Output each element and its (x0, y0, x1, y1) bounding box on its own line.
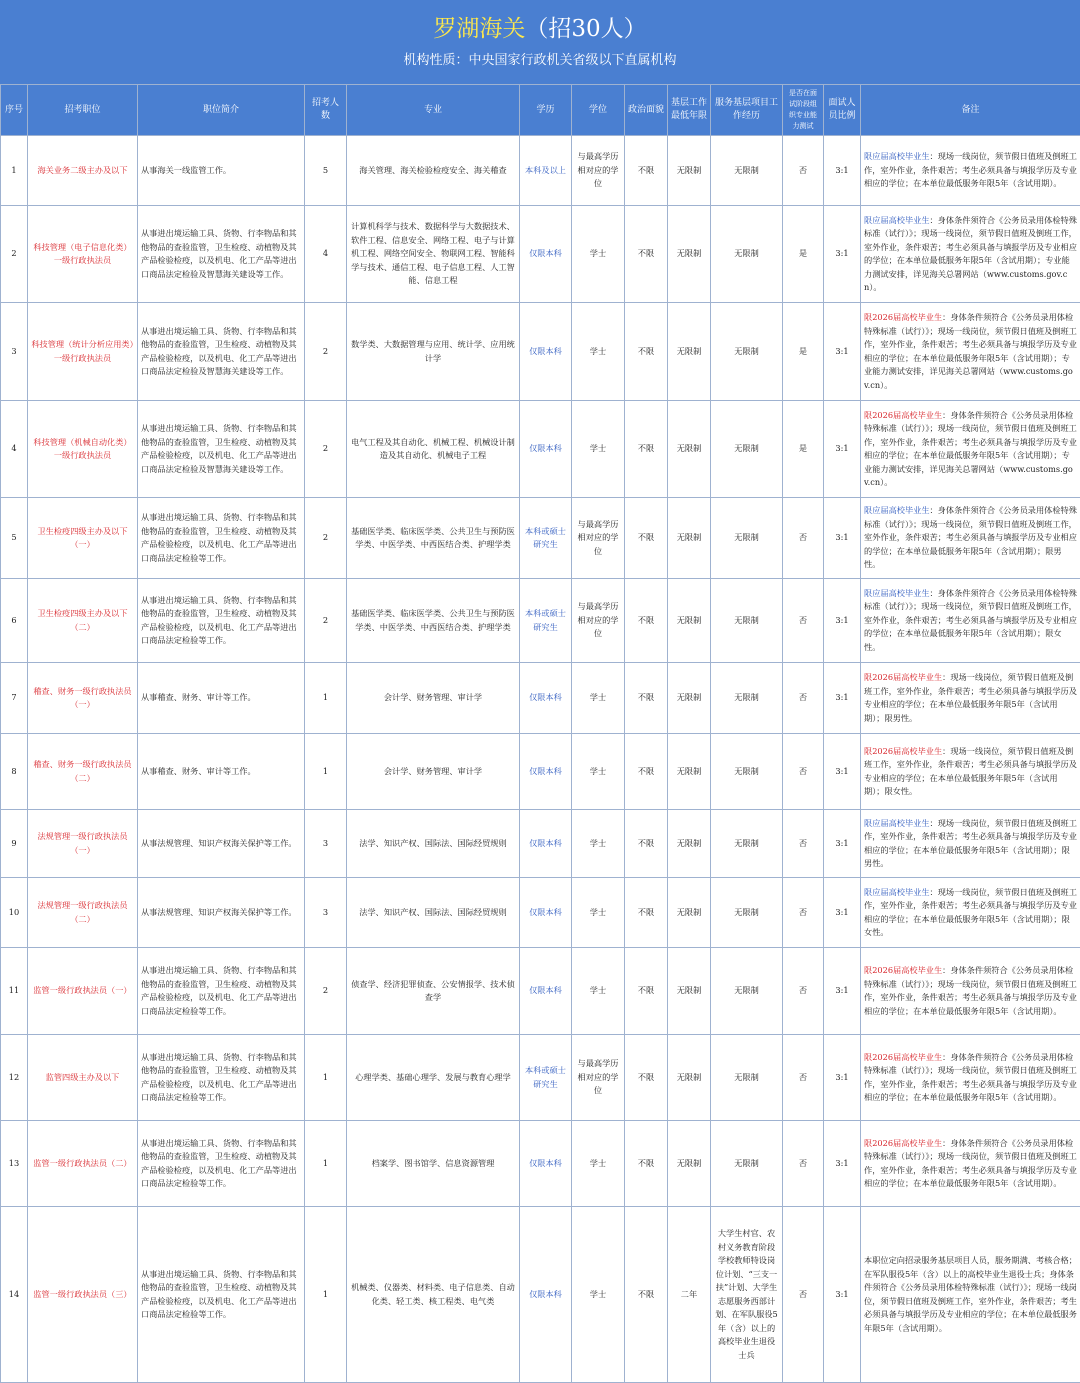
grassroots-project-experience: 无限制 (711, 579, 783, 663)
recruit-count: 1 (305, 663, 347, 734)
major-requirement: 电气工程及其自动化、机械工程、机械设计制造及其自动化、机械电子工程 (347, 401, 520, 498)
position-name: 监管一级行政执法员（一） (28, 948, 138, 1035)
position-intro: 从事进出境运输工具、货物、行李物品和其他物品的查验监管，卫生检疫、动植物及其产品检验检疫，以及机电、化工产品等进出口商品法定检验等工作。 (138, 498, 305, 579)
remarks-body: ：现场一线岗位，须节假日值班及倒班工作，室外作业，条件艰苦；考生必须具备与填报学历及专业相应的学位；在本单位最低服务年限5年（含试用期）。 (864, 151, 1077, 189)
col-header: 招考职位 (28, 85, 138, 136)
remarks-body: ：现场一线岗位，须节假日值班及倒班工作，室外作业，条件艰苦；考生必须具备与填报学历及专业相应的学位；在本单位最低服务年限5年（含试用期）；限男性。 (864, 817, 1077, 868)
remarks-body: ：身体条件须符合《公务员录用体检特殊标准（试行）》；现场一线岗位，须节假日值班及倒班工作，室外作业，条件艰苦；考生必须具备与填报学历及专业相应的学位；在本单位最低服务年限5年（含试用期）；专业能力测试安排，详见海关总署网站（www.customs.gov.cn）。 (864, 409, 1077, 487)
interview-ratio: 3:1 (824, 303, 861, 401)
position-intro: 从事进出境运输工具、货物、行李物品和其他物品的查验监管，卫生检疫、动植物及其产品检验检疫，以及机电、化工产品等进出口商品法定检验等工作。 (138, 1121, 305, 1207)
col-header: 面试人员比例 (824, 85, 861, 136)
recruit-count: 1 (305, 734, 347, 810)
position-intro: 从事进出境运输工具、货物、行李物品和其他物品的查验监管，卫生检疫、动植物及其产品检验检疫，以及机电、化工产品等进出口商品法定检验等工作。 (138, 948, 305, 1035)
education-requirement: 本科及以上 (520, 136, 572, 206)
row-number: 3 (1, 303, 28, 401)
row-number: 9 (1, 810, 28, 878)
political-status: 不限 (625, 136, 668, 206)
col-header: 政治面貌 (625, 85, 668, 136)
remarks-body: ：现场一线岗位，须节假日值班及倒班工作，室外作业，条件艰苦；考生必须具备与填报学历及专业相应的学位；在本单位最低服务年限5年（含试用期）；限女性。 (864, 745, 1077, 796)
remarks (861, 948, 1080, 1035)
table-row (1, 136, 1080, 206)
major-requirement: 法学、知识产权、国际法、国际经贸规则 (347, 878, 520, 948)
remarks-prefix: 限2026届高校毕业生 (864, 409, 943, 420)
recruit-count: 2 (305, 303, 347, 401)
interview-ratio: 3:1 (824, 498, 861, 579)
grassroots-years: 无限制 (668, 498, 711, 579)
positions-table (0, 84, 1080, 1383)
remarks-prefix: 限应届高校毕业生 (864, 151, 930, 162)
row-number: 11 (1, 948, 28, 1035)
position-intro: 从事稽查、财务、审计等工作。 (138, 734, 305, 810)
degree-requirement: 与最高学历相对应的学位 (572, 136, 625, 206)
remarks (861, 1207, 1080, 1383)
grassroots-years: 无限制 (668, 1035, 711, 1121)
interview-ratio: 3:1 (824, 1035, 861, 1121)
degree-requirement: 学士 (572, 878, 625, 948)
education-requirement: 仅限本科 (520, 401, 572, 498)
remarks-prefix: 限2026届高校毕业生 (864, 672, 943, 682)
professional-test: 否 (783, 810, 824, 878)
grassroots-years: 无限制 (668, 810, 711, 878)
education-requirement: 仅限本科 (520, 948, 572, 1035)
professional-test: 否 (783, 1035, 824, 1121)
education-requirement: 仅限本科 (520, 878, 572, 948)
education-requirement: 仅限本科 (520, 734, 572, 810)
position-name: 科技管理（电子信息化类）一级行政执法员 (28, 206, 138, 303)
remarks-body: ：现场一线岗位，须节假日值班及倒班工作，室外作业，条件艰苦；考生必须具备与填报学历及专业相应的学位；在本单位最低服务年限5年（含试用期）；限男性。 (864, 672, 1077, 723)
row-number: 8 (1, 734, 28, 810)
row-number: 6 (1, 579, 28, 663)
major-requirement: 数学类、大数据管理与应用、统计学、应用统计学 (347, 303, 520, 401)
degree-requirement: 与最高学历相对应的学位 (572, 498, 625, 579)
grassroots-project-experience: 无限制 (711, 206, 783, 303)
remarks-body: ：身体条件须符合《公务员录用体检特殊标准（试行）》；现场一线岗位，须节假日值班及倒班工作，室外作业，条件艰苦；考生必须具备与填报学历及专业相应的学位；在本单位最低服务年限5年（含试用期）。 (864, 965, 1077, 1016)
grassroots-project-experience: 无限制 (711, 1121, 783, 1207)
political-status: 不限 (625, 1121, 668, 1207)
grassroots-years: 无限制 (668, 948, 711, 1035)
col-header: 是否在面试阶段组织专业能力测试 (783, 85, 824, 136)
education-requirement: 仅限本科 (520, 663, 572, 734)
remarks (861, 663, 1080, 734)
education-requirement: 本科或硕士研究生 (520, 498, 572, 579)
interview-ratio: 3:1 (824, 810, 861, 878)
professional-test: 否 (783, 1207, 824, 1383)
grassroots-years: 无限制 (668, 206, 711, 303)
remarks-prefix: 限应届高校毕业生 (864, 886, 930, 897)
remarks-body: 本职位定向招录服务基层项目人员，服务期满、考核合格；在军队服役5年（含）以上的高校毕业生退役士兵；身体条件须符合《公务员录用体检特殊标准（试行）》；现场一线岗位，须节假日值班及倒班工作，室外作业，条件艰苦；考生必须具备与填报学历及专业相应的学位；在本单位最低服务年限5年（含试用期）。 (864, 1255, 1077, 1333)
position-name: 卫生检疫四级主办及以下（一） (28, 498, 138, 579)
political-status: 不限 (625, 663, 668, 734)
grassroots-project-experience: 无限制 (711, 1035, 783, 1121)
remarks-prefix: 限2026届高校毕业生 (864, 745, 943, 756)
position-name: 监管一级行政执法员（三） (28, 1207, 138, 1383)
interview-ratio: 3:1 (824, 206, 861, 303)
professional-test: 否 (783, 878, 824, 948)
education-requirement: 本科或硕士研究生 (520, 579, 572, 663)
position-intro: 从事进出境运输工具、货物、行李物品和其他物品的查验监管，卫生检疫、动植物及其产品检验检疫，以及机电、化工产品等进出口商品法定检验及智慧海关建设等工作。 (138, 401, 305, 498)
position-name: 法规管理一级行政执法员（一） (28, 810, 138, 878)
table-row (1, 810, 1080, 878)
remarks (861, 878, 1080, 948)
professional-test: 否 (783, 1121, 824, 1207)
major-requirement: 计算机科学与技术、数据科学与大数据技术、软件工程、信息安全、网络工程、电子与计算机工程、网络空间安全、物联网工程、智能科学与技术、通信工程、电子信息工程、人工智能、信息工程 (347, 206, 520, 303)
political-status: 不限 (625, 1207, 668, 1383)
major-requirement: 基础医学类、临床医学类、公共卫生与预防医学类、中医学类、中西医结合类、护理学类 (347, 579, 520, 663)
political-status: 不限 (625, 303, 668, 401)
education-requirement: 仅限本科 (520, 303, 572, 401)
interview-ratio: 3:1 (824, 136, 861, 206)
grassroots-project-experience: 无限制 (711, 878, 783, 948)
degree-requirement: 学士 (572, 1121, 625, 1207)
major-requirement: 会计学、财务管理、审计学 (347, 663, 520, 734)
row-number: 10 (1, 878, 28, 948)
position-intro: 从事进出境运输工具、货物、行李物品和其他物品的查验监管，卫生检疫、动植物及其产品检验检疫，以及机电、化工产品等进出口商品法定检验及智慧海关建设等工作。 (138, 206, 305, 303)
recruit-count: 3 (305, 878, 347, 948)
row-number: 5 (1, 498, 28, 579)
remarks-body: ：身体条件须符合《公务员录用体检特殊标准（试行）》；现场一线岗位，须节假日值班及倒班工作，室外作业，条件艰苦；考生必须具备与填报学历及专业相应的学位；在本单位最低服务年限5年（含试用期）；专业能力测试安排，详见海关总署网站（www.customs.gov.cn）。 (864, 214, 1077, 292)
position-intro: 从事海关一线监管工作。 (138, 136, 305, 206)
table-row (1, 663, 1080, 734)
table-header-row (1, 85, 1080, 136)
political-status: 不限 (625, 401, 668, 498)
remarks-body: ：现场一线岗位，须节假日值班及倒班工作，室外作业，条件艰苦；考生必须具备与填报学历及专业相应的学位；在本单位最低服务年限5年（含试用期）；限女性。 (864, 886, 1077, 937)
interview-ratio: 3:1 (824, 1121, 861, 1207)
recruit-count: 5 (305, 136, 347, 206)
recruit-count: 1 (305, 1035, 347, 1121)
table-row (1, 734, 1080, 810)
col-header: 序号 (1, 85, 28, 136)
position-name: 科技管理（机械自动化类）一级行政执法员 (28, 401, 138, 498)
political-status: 不限 (625, 206, 668, 303)
remarks (861, 401, 1080, 498)
remarks (861, 1121, 1080, 1207)
table-row (1, 948, 1080, 1035)
position-name: 法规管理一级行政执法员（二） (28, 878, 138, 948)
remarks-prefix: 限应届高校毕业生 (864, 505, 930, 516)
col-header: 职位简介 (138, 85, 305, 136)
table-row (1, 206, 1080, 303)
position-intro: 从事法规管理、知识产权海关保护等工作。 (138, 878, 305, 948)
recruit-count: 1 (305, 1207, 347, 1383)
remarks (861, 303, 1080, 401)
remarks (861, 579, 1080, 663)
remarks-body: ：身体条件须符合《公务员录用体检特殊标准（试行）》；现场一线岗位，须节假日值班及倒班工作，室外作业，条件艰苦；考生必须具备与填报学历及专业相应的学位；在本单位最低服务年限5年（含试用期）；限男性。 (864, 505, 1077, 570)
remarks-prefix: 限2026届高校毕业生 (864, 1137, 943, 1148)
professional-test: 否 (783, 663, 824, 734)
professional-test: 是 (783, 401, 824, 498)
col-header: 招考人数 (305, 85, 347, 136)
interview-ratio: 3:1 (824, 663, 861, 734)
remarks (861, 136, 1080, 206)
table-row (1, 401, 1080, 498)
professional-test: 是 (783, 303, 824, 401)
table-row (1, 498, 1080, 579)
grassroots-years: 二年 (668, 1207, 711, 1383)
political-status: 不限 (625, 948, 668, 1035)
grassroots-project-experience: 无限制 (711, 734, 783, 810)
position-intro: 从事进出境运输工具、货物、行李物品和其他物品的查验监管，卫生检疫、动植物及其产品检验检疫，以及机电、化工产品等进出口商品法定检验等工作。 (138, 1207, 305, 1383)
major-requirement: 法学、知识产权、国际法、国际经贸规则 (347, 810, 520, 878)
grassroots-years: 无限制 (668, 579, 711, 663)
grassroots-project-experience: 无限制 (711, 810, 783, 878)
grassroots-project-experience: 无限制 (711, 136, 783, 206)
position-name: 稽查、财务一级行政执法员（二） (28, 734, 138, 810)
education-requirement: 仅限本科 (520, 206, 572, 303)
professional-test: 否 (783, 734, 824, 810)
interview-ratio: 3:1 (824, 734, 861, 810)
political-status: 不限 (625, 734, 668, 810)
remarks (861, 498, 1080, 579)
remarks (861, 734, 1080, 810)
grassroots-years: 无限制 (668, 878, 711, 948)
remarks-body: ：身体条件须符合《公务员录用体检特殊标准（试行）》；现场一线岗位，须节假日值班及倒班工作，室外作业，条件艰苦；考生必须具备与填报学历及专业相应的学位；在本单位最低服务年限5年（含试用期）；专业能力测试安排，详见海关总署网站（www.customs.gov.cn）。 (864, 312, 1077, 390)
education-requirement: 仅限本科 (520, 1121, 572, 1207)
education-requirement: 仅限本科 (520, 810, 572, 878)
remarks (861, 206, 1080, 303)
education-requirement: 本科或硕士研究生 (520, 1035, 572, 1121)
grassroots-years: 无限制 (668, 1121, 711, 1207)
remarks (861, 1035, 1080, 1121)
recruit-count: 2 (305, 401, 347, 498)
title-main: 罗湖海关 (433, 16, 526, 42)
row-number: 1 (1, 136, 28, 206)
col-header: 专业 (347, 85, 520, 136)
position-name: 监管一级行政执法员（二） (28, 1121, 138, 1207)
page-title (0, 14, 1080, 44)
remarks-prefix: 限应届高校毕业生 (864, 214, 930, 225)
grassroots-years: 无限制 (668, 734, 711, 810)
recruit-count: 2 (305, 498, 347, 579)
row-number: 2 (1, 206, 28, 303)
remarks-body: ：身体条件须符合《公务员录用体检特殊标准（试行）》；现场一线岗位，须节假日值班及倒班工作，室外作业，条件艰苦；考生必须具备与填报学历及专业相应的学位；在本单位最低服务年限5年（含试用期）。 (864, 1051, 1077, 1102)
position-intro: 从事稽查、财务、审计等工作。 (138, 663, 305, 734)
remarks-body: ：身体条件须符合《公务员录用体检特殊标准（试行）》；现场一线岗位，须节假日值班及倒班工作，室外作业，条件艰苦；考生必须具备与填报学历及专业相应的学位；在本单位最低服务年限5年（含试用期）；限女性。 (864, 587, 1077, 652)
degree-requirement: 学士 (572, 734, 625, 810)
title-count: （招30人） (525, 16, 647, 42)
professional-test: 否 (783, 136, 824, 206)
recruit-count: 3 (305, 810, 347, 878)
interview-ratio: 3:1 (824, 579, 861, 663)
table-row (1, 1035, 1080, 1121)
major-requirement: 档案学、图书馆学、信息资源管理 (347, 1121, 520, 1207)
recruit-count: 2 (305, 948, 347, 1035)
grassroots-years: 无限制 (668, 401, 711, 498)
interview-ratio: 3:1 (824, 948, 861, 1035)
remarks-prefix: 限2026届高校毕业生 (864, 965, 943, 975)
position-intro: 从事法规管理、知识产权海关保护等工作。 (138, 810, 305, 878)
recruit-count: 4 (305, 206, 347, 303)
interview-ratio: 3:1 (824, 1207, 861, 1383)
position-intro: 从事进出境运输工具、货物、行李物品和其他物品的查验监管，卫生检疫、动植物及其产品检验检疫，以及机电、化工产品等进出口商品法定检验等工作。 (138, 1035, 305, 1121)
degree-requirement: 与最高学历相对应的学位 (572, 1035, 625, 1121)
political-status: 不限 (625, 1035, 668, 1121)
major-requirement: 侦查学、经济犯罪侦查、公安情报学、技术侦查学 (347, 948, 520, 1035)
professional-test: 是 (783, 206, 824, 303)
position-name: 海关业务二级主办及以下 (28, 136, 138, 206)
professional-test: 否 (783, 498, 824, 579)
table-body (1, 136, 1080, 1383)
position-name: 科技管理（统计分析应用类）一级行政执法员 (28, 303, 138, 401)
professional-test: 否 (783, 948, 824, 1035)
political-status: 不限 (625, 878, 668, 948)
grassroots-project-experience: 无限制 (711, 303, 783, 401)
col-header: 备注 (861, 85, 1080, 136)
professional-test: 否 (783, 579, 824, 663)
col-header: 学位 (572, 85, 625, 136)
remarks-body: ：身体条件须符合《公务员录用体检特殊标准（试行）》；现场一线岗位，须节假日值班及倒班工作，室外作业，条件艰苦；考生必须具备与填报学历及专业相应的学位；在本单位最低服务年限5年（含试用期）。 (864, 1137, 1077, 1188)
degree-requirement: 学士 (572, 1207, 625, 1383)
major-requirement: 机械类、仪器类、材料类、电子信息类、自动化类、轻工类、核工程类、电气类 (347, 1207, 520, 1383)
recruit-count: 1 (305, 1121, 347, 1207)
row-number: 4 (1, 401, 28, 498)
row-number: 12 (1, 1035, 28, 1121)
grassroots-project-experience: 大学生村官、农村义务教育阶段学校教师特设岗位计划、“三支一扶”计划、大学生志愿服务西部计划、在军队服役5年（含）以上的高校毕业生退役士兵 (711, 1207, 783, 1383)
grassroots-project-experience: 无限制 (711, 663, 783, 734)
col-header: 基层工作最低年限 (668, 85, 711, 136)
education-requirement: 仅限本科 (520, 1207, 572, 1383)
position-intro: 从事进出境运输工具、货物、行李物品和其他物品的查验监管，卫生检疫、动植物及其产品检验检疫，以及机电、化工产品等进出口商品法定检验及智慧海关建设等工作。 (138, 303, 305, 401)
position-name: 监管四级主办及以下 (28, 1035, 138, 1121)
table-row (1, 579, 1080, 663)
grassroots-project-experience: 无限制 (711, 498, 783, 579)
degree-requirement: 学士 (572, 401, 625, 498)
position-name: 卫生检疫四级主办及以下（二） (28, 579, 138, 663)
remarks (861, 810, 1080, 878)
position-name: 稽查、财务一级行政执法员（一） (28, 663, 138, 734)
grassroots-years: 无限制 (668, 303, 711, 401)
table-row (1, 1121, 1080, 1207)
degree-requirement: 学士 (572, 663, 625, 734)
row-number: 13 (1, 1121, 28, 1207)
recruit-count: 2 (305, 579, 347, 663)
degree-requirement: 学士 (572, 303, 625, 401)
major-requirement: 会计学、财务管理、审计学 (347, 734, 520, 810)
political-status: 不限 (625, 810, 668, 878)
table-row (1, 1207, 1080, 1383)
grassroots-years: 无限制 (668, 136, 711, 206)
remarks-prefix: 限2026届高校毕业生 (864, 312, 943, 322)
degree-requirement: 与最高学历相对应的学位 (572, 579, 625, 663)
major-requirement: 心理学类、基础心理学、发展与教育心理学 (347, 1035, 520, 1121)
grassroots-years: 无限制 (668, 663, 711, 734)
grassroots-project-experience: 无限制 (711, 948, 783, 1035)
page-subtitle: 机构性质：中央国家行政机关省级以下直属机构 (403, 53, 677, 68)
remarks-prefix: 限应届高校毕业生 (864, 817, 930, 828)
interview-ratio: 3:1 (824, 878, 861, 948)
political-status: 不限 (625, 579, 668, 663)
row-number: 14 (1, 1207, 28, 1383)
table-row (1, 878, 1080, 948)
row-number: 7 (1, 663, 28, 734)
col-header: 服务基层项目工作经历 (711, 85, 783, 136)
degree-requirement: 学士 (572, 810, 625, 878)
grassroots-project-experience: 无限制 (711, 401, 783, 498)
degree-requirement: 学士 (572, 206, 625, 303)
political-status: 不限 (625, 498, 668, 579)
degree-requirement: 学士 (572, 948, 625, 1035)
remarks-prefix: 限应届高校毕业生 (864, 587, 930, 598)
interview-ratio: 3:1 (824, 401, 861, 498)
remarks-prefix: 限2026届高校毕业生 (864, 1051, 943, 1062)
major-requirement: 海关管理、海关检验检疫安全、海关稽查 (347, 136, 520, 206)
table-row (1, 303, 1080, 401)
col-header: 学历 (520, 85, 572, 136)
header-banner (0, 0, 1080, 84)
major-requirement: 基础医学类、临床医学类、公共卫生与预防医学类、中医学类、中西医结合类、护理学类 (347, 498, 520, 579)
position-intro: 从事进出境运输工具、货物、行李物品和其他物品的查验监管，卫生检疫、动植物及其产品检验检疫，以及机电、化工产品等进出口商品法定检验等工作。 (138, 579, 305, 663)
